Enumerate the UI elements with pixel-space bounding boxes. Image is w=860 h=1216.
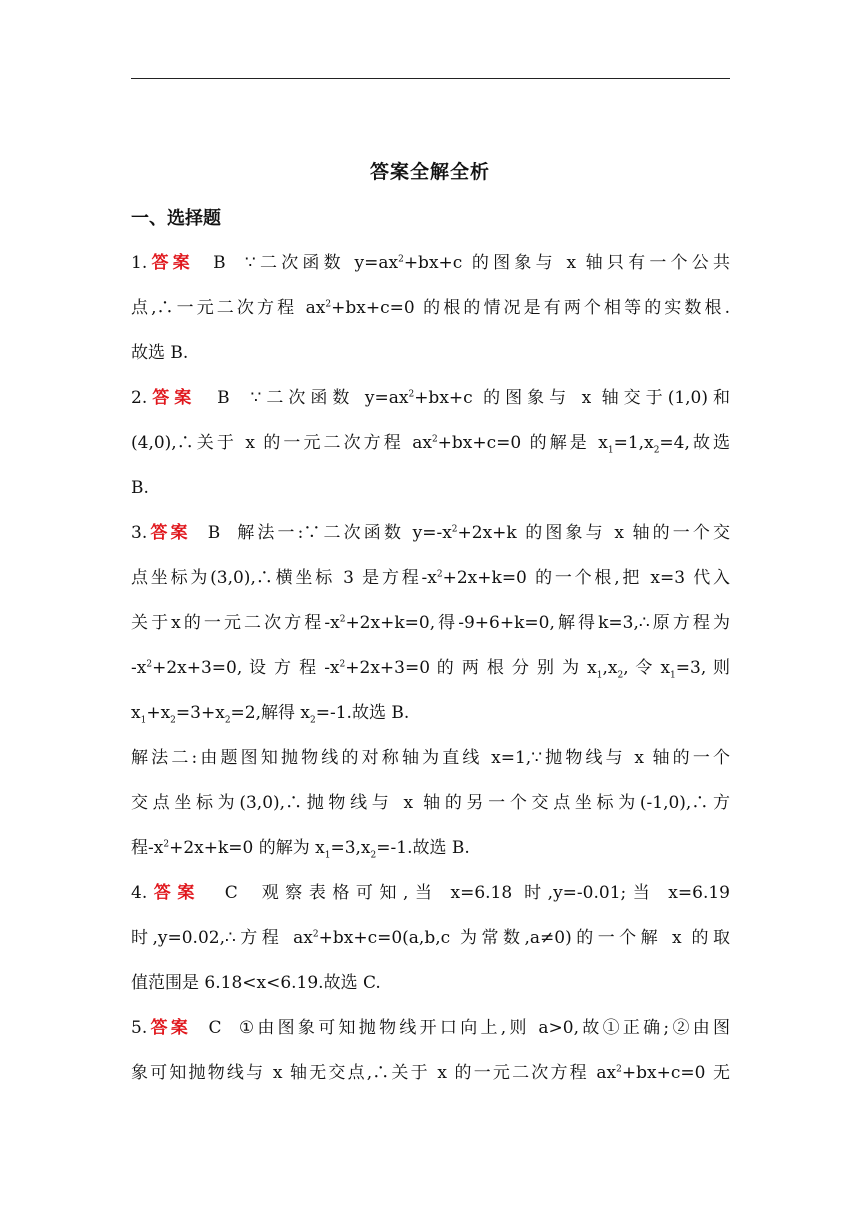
text-line: 交点坐标为(3,0),∴抛物线与 x 轴的另一个交点坐标为(-1,0),∴方 <box>131 793 730 813</box>
text-line: 4.答案 C 观察表格可知,当 x=6.18 时,y=-0.01;当 x=6.19 <box>131 883 730 903</box>
text-line: $-x^2+2x+3=0$, 设 方 程 $-x^2+2x+3=0$ 的 两 根 分 别 为 $x_1,x_2$, 令 $x_1=3$, 则 <box>131 658 730 681</box>
answer-label: 答案 <box>147 883 201 903</box>
text-line: 值范围是 6.18<x<6.19.故选 C. <box>131 973 381 993</box>
text-line: 关于x的一元二次方程$-x^2+2x+k=0$,得-9+6+k=0,解得k=3,∴原方程为 <box>131 613 731 633</box>
text-line: 3.答案 B 解法一:∵二次函数 $y=-x^2+2x+k$ 的图象与 x 轴的一个交 <box>131 523 730 543</box>
page-title: 答案全解全析 <box>369 161 490 183</box>
answer-body <box>131 249 730 1104</box>
header-rule <box>131 78 730 79</box>
answer-label: 答案 <box>147 388 197 408</box>
text-line: 5.答案 C ①由图象可知抛物线开口向上,则 a>0,故①正确;②由图 <box>131 1018 731 1038</box>
text-line: 故选 B. <box>131 343 189 363</box>
answer-label: 答案 <box>147 1018 192 1038</box>
text-line: 2.答案 B ∵二次函数 $y=ax^2+bx+c$ 的图象与 x 轴交于(1,0)和 <box>131 388 731 408</box>
text-line: $x_1+x_2=3+x_2=2$,解得 $x_2=-1$.故选 B. <box>131 703 410 726</box>
text-line: 解法二:由题图知抛物线的对称轴为直线 x=1,∵抛物线与 x 轴的一个 <box>131 748 730 768</box>
section-heading: 一、选择题 <box>131 208 221 229</box>
text-line: 象可知抛物线与 x 轴无交点,∴关于 x 的一元二次方程 $ax^2+bx+c=0$ 无 <box>131 1063 730 1083</box>
text-line: 点坐标为(3,0),∴横坐标 3 是方程$-x^2+2x+k=0$ 的一个根,把 x=3 代入 <box>131 568 731 588</box>
text-line: B. <box>131 478 149 498</box>
text-line: 1.答案 B ∵二次函数 $y=ax^2+bx+c$ 的图象与 x 轴只有一个公共 <box>131 253 731 273</box>
text-line: 程$-x^2+2x+k=0$ 的解为 $x_1=3,x_2=-1$.故选 B. <box>131 838 470 861</box>
text-line: (4,0),∴关于 x 的一元二次方程 $ax^2+bx+c=0$ 的解是 $x_1=1,x_2=4$,故选 <box>131 433 730 456</box>
answer-label: 答案 <box>147 253 194 273</box>
text-line: 时,y=0.02,∴方程 $ax^2+bx+c=0(a,b,c$ 为常数,a≠0)的一个解 x 的取 <box>131 928 730 948</box>
answer-label: 答案 <box>147 523 191 543</box>
text-line: 点,∴一元二次方程 $ax^2+bx+c=0$ 的根的情况是有两个相等的实数根. <box>131 298 730 318</box>
